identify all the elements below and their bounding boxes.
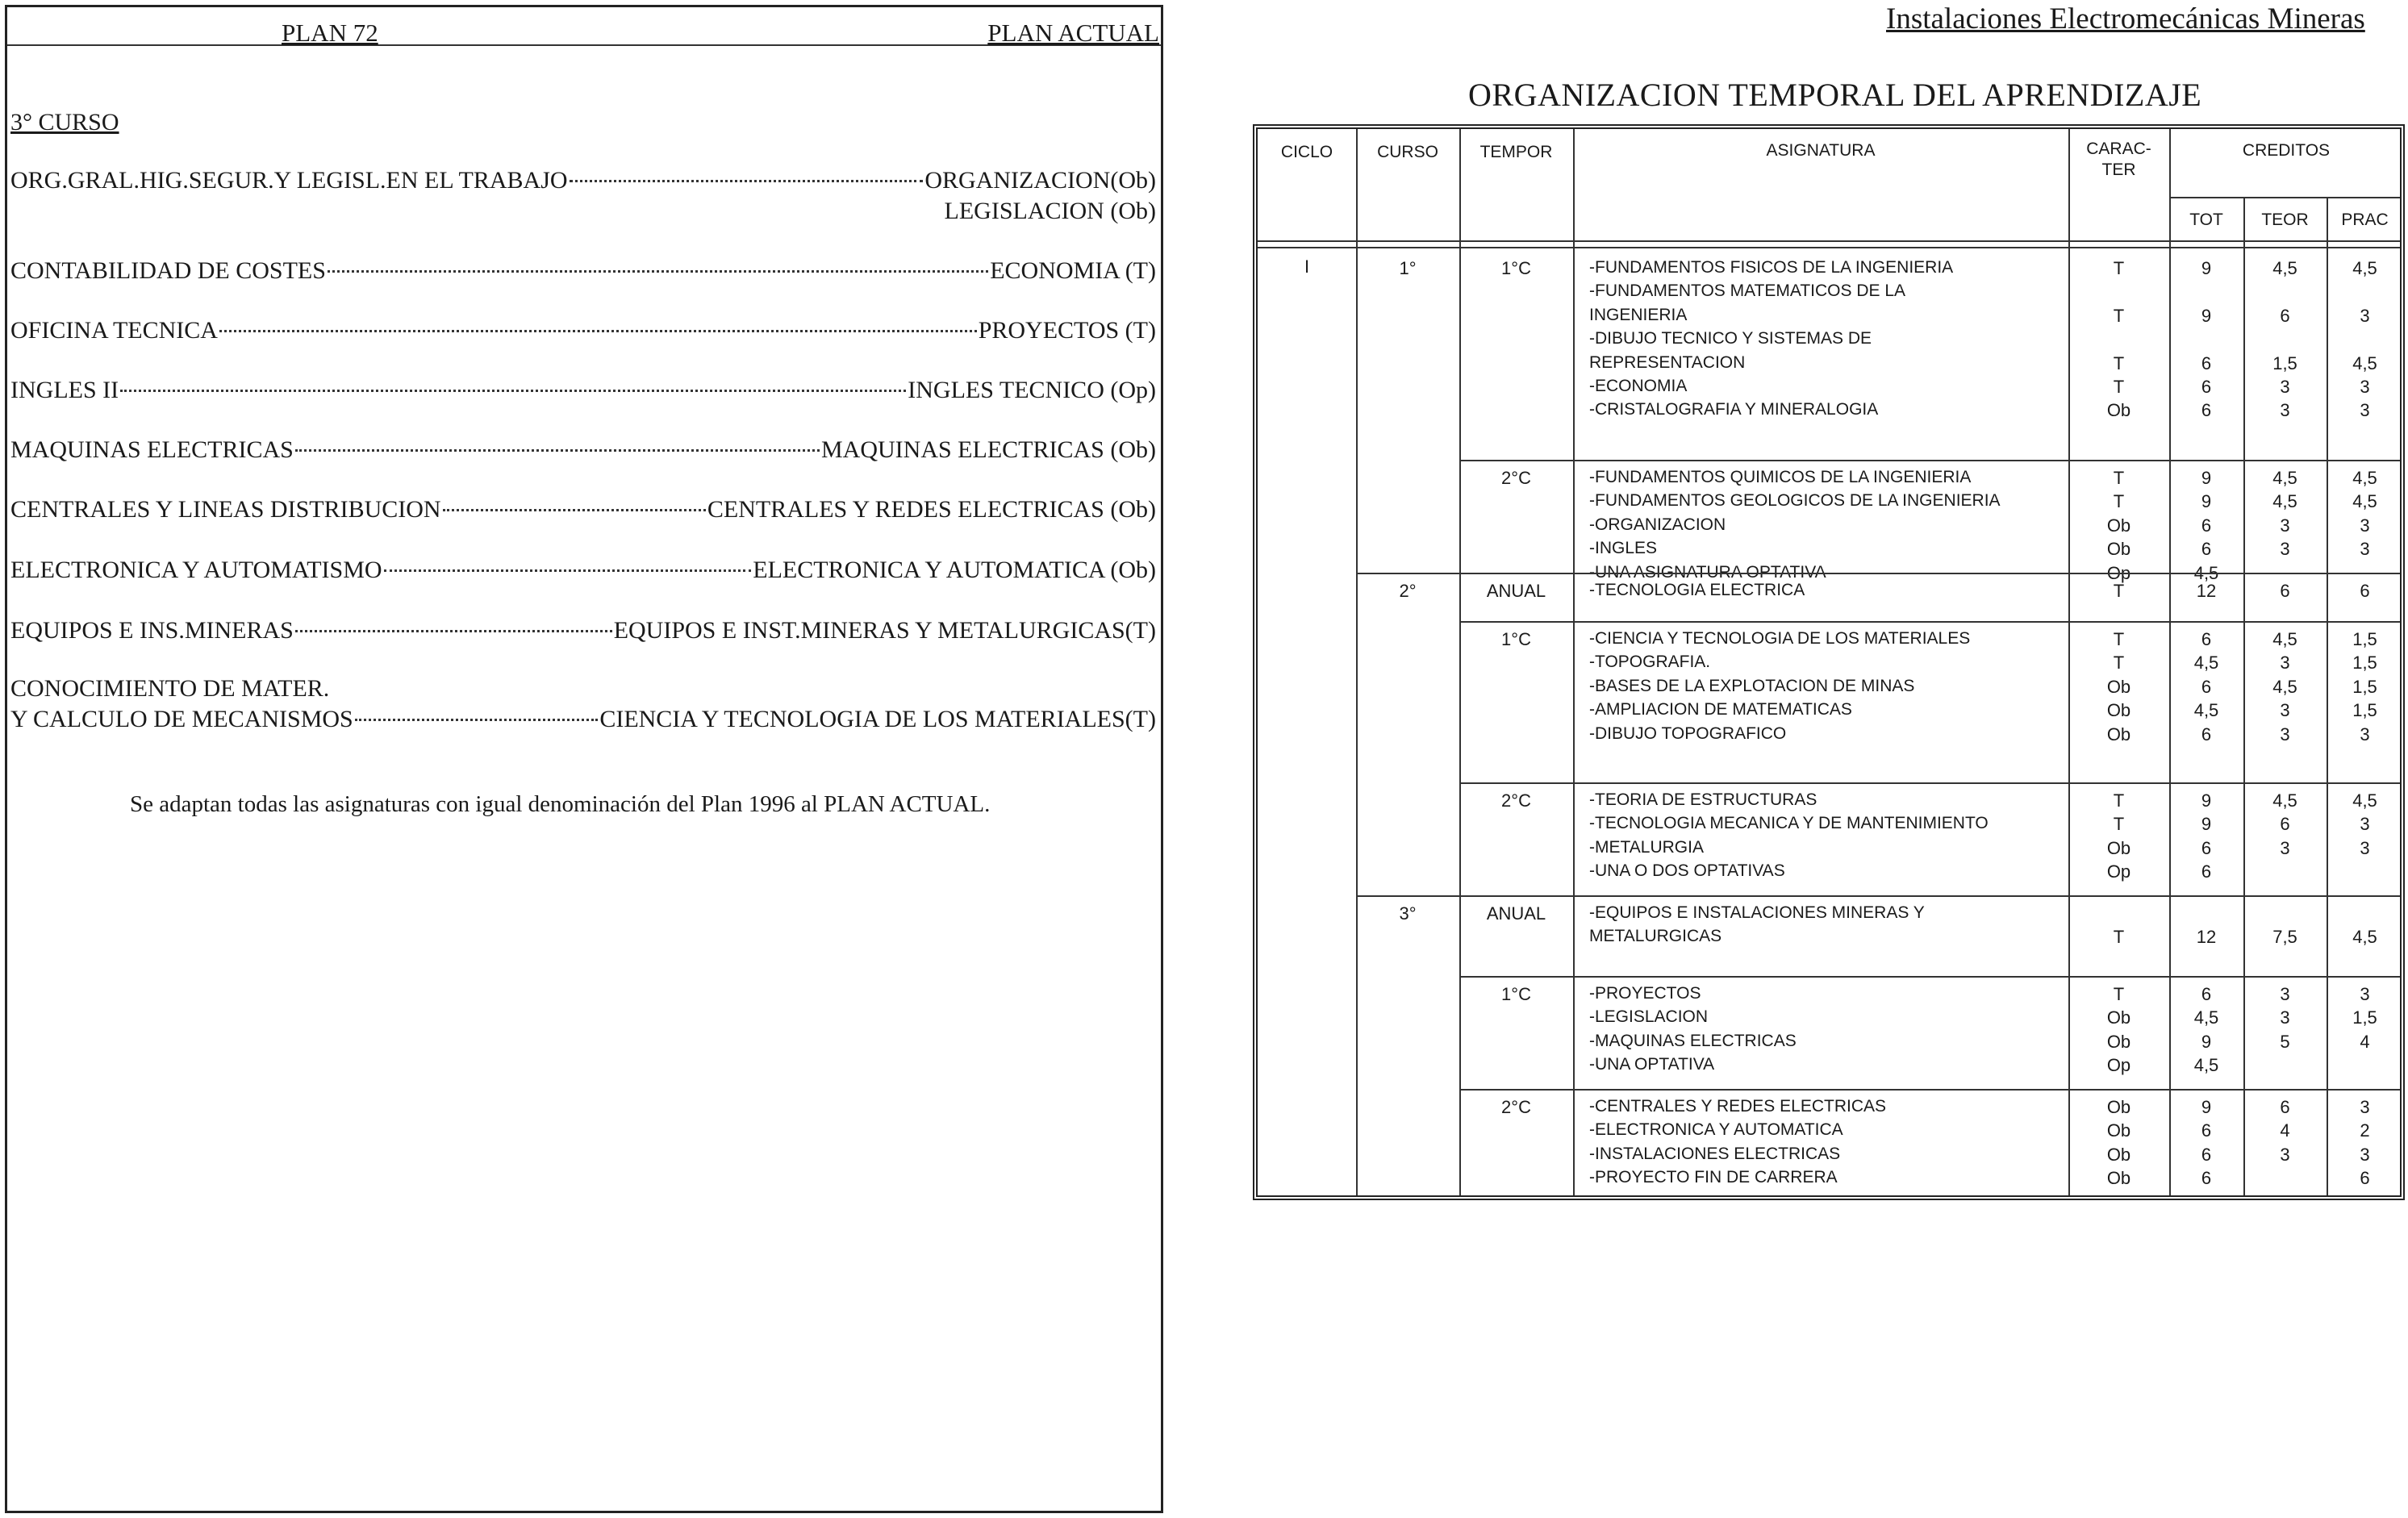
caracter-value: Ob xyxy=(2106,539,2131,560)
caracter-value: Ob xyxy=(2106,1007,2131,1028)
credits-teor: 3 xyxy=(2280,515,2290,536)
caracter-value: Ob xyxy=(2106,700,2131,721)
header-divider xyxy=(1258,247,2400,248)
subject-name: -CIENCIA Y TECNOLOGIA DE LOS MATERIALES xyxy=(1589,629,1971,648)
credits-teor: 3 xyxy=(2280,1144,2290,1165)
credits-prac: 6 xyxy=(2360,1168,2370,1189)
credits-prac: 4,5 xyxy=(2352,258,2377,278)
credits-prac: 3 xyxy=(2360,305,2370,326)
subject-name: -UNA O DOS OPTATIVAS xyxy=(1589,861,1785,881)
credits-teor: 4,5 xyxy=(2272,258,2297,278)
leader-dots xyxy=(328,270,988,273)
tempor-value: ANUAL xyxy=(1486,903,1546,924)
old-subject: Y CALCULO DE MECANISMOS xyxy=(10,706,353,732)
subject-name: -FUNDAMENTOS GEOLOGICOS DE LA INGENIERIA xyxy=(1589,491,2001,511)
tempor-value: 1°C xyxy=(1501,258,1531,278)
credits-prac: 1,5 xyxy=(2352,1007,2377,1028)
leader-dots xyxy=(295,630,612,632)
credits-teor: 3 xyxy=(2280,837,2290,858)
col-caracter: CARAC- TER xyxy=(2086,140,2151,179)
credits-prac: 3 xyxy=(2360,400,2370,421)
credits-prac: 3 xyxy=(2360,515,2370,536)
credits-prac: 1,5 xyxy=(2352,653,2377,674)
new-subject: ECONOMIA (T) xyxy=(990,257,1156,284)
subject-name: -FUNDAMENTOS QUIMICOS DE LA INGENIERIA xyxy=(1589,468,1972,486)
col-tot: TOT xyxy=(2189,211,2223,229)
subject-name: -INSTALACIONES ELECTRICAS xyxy=(1589,1144,1841,1163)
course-heading: 3° CURSO xyxy=(10,109,119,136)
caracter-value: Ob xyxy=(2106,515,2131,536)
plan-new-heading: PLAN ACTUAL xyxy=(987,19,1159,47)
subject-name: -METALURGIA xyxy=(1589,837,1704,857)
credits-tot: 12 xyxy=(2196,927,2217,948)
credits-teor: 3 xyxy=(2280,984,2290,1004)
credits-tot: 4,5 xyxy=(2193,562,2219,583)
credits-teor: 5 xyxy=(2280,1031,2290,1052)
old-subject: INGLES II xyxy=(10,377,119,403)
group-divider xyxy=(1356,895,2400,897)
credits-prac: 3 xyxy=(2360,724,2370,744)
credits-tot: 6 xyxy=(2201,1168,2212,1189)
credits-prac: 2 xyxy=(2360,1120,2370,1141)
credits-teor: 4 xyxy=(2280,1120,2290,1141)
caracter-value: Op xyxy=(2106,562,2131,583)
tempor-value: 1°C xyxy=(1501,984,1531,1004)
credits-tot: 6 xyxy=(2201,861,2212,882)
subject-name: -TOPOGRAFIA. xyxy=(1589,653,1711,672)
credits-tot: 4,5 xyxy=(2193,653,2219,674)
caracter-value: T xyxy=(2113,305,2125,326)
credits-prac: 6 xyxy=(2360,581,2370,601)
caracter-value: Ob xyxy=(2106,837,2131,858)
tempor-value: 2°C xyxy=(1501,468,1531,488)
adaptation-note: Se adaptan todas las asignaturas con igual denominación del Plan 1996 al PLAN ACTUAL. xyxy=(130,791,991,817)
credits-teor: 4,5 xyxy=(2272,468,2297,488)
new-subject: ELECTRONICA Y AUTOMATICA (Ob) xyxy=(753,557,1156,583)
subject-name: -MAQUINAS ELECTRICAS xyxy=(1589,1031,1797,1050)
plan-old-heading: PLAN 72 xyxy=(282,19,378,47)
credits-prac: 3 xyxy=(2360,539,2370,560)
credits-prac: 3 xyxy=(2360,1144,2370,1165)
subject-name: -UNA OPTATIVA xyxy=(1589,1055,1715,1074)
group-divider xyxy=(1459,621,2400,623)
degree-header: Instalaciones Electromecánicas Mineras xyxy=(1886,2,2365,35)
group-divider xyxy=(1459,782,2400,784)
caracter-value: T xyxy=(2113,653,2125,674)
old-subject-line1: CONOCIMIENTO DE MATER. xyxy=(10,675,330,702)
subject-name: -TECNOLOGIA ELECTRICA xyxy=(1589,581,1805,599)
subject-name: -CRISTALOGRAFIA Y MINERALOGIA xyxy=(1589,400,1879,419)
credits-tot: 9 xyxy=(2201,790,2212,811)
subject-name: -FUNDAMENTOS MATEMATICOS DE LA xyxy=(1589,281,1906,301)
equivalence-page xyxy=(5,5,1163,1513)
new-subject-secondary: LEGISLACION (Ob) xyxy=(944,198,1156,224)
caracter-value: Ob xyxy=(2106,676,2131,697)
subject-name: -FUNDAMENTOS FISICOS DE LA INGENIERIA xyxy=(1589,258,1954,277)
credits-prac: 1,5 xyxy=(2352,676,2377,697)
curso-value: 1° xyxy=(1399,258,1417,278)
equivalence-row xyxy=(10,615,1156,646)
new-subject: INGLES TECNICO (Op) xyxy=(908,377,1156,403)
tempor-value: 2°C xyxy=(1501,1097,1531,1117)
group-divider xyxy=(1459,460,2400,461)
subject-name: -ELECTRONICA Y AUTOMATICA xyxy=(1589,1120,1843,1140)
subject-name: -PROYECTOS xyxy=(1589,984,1701,1003)
credits-tot: 6 xyxy=(2201,629,2212,649)
credits-tot: 6 xyxy=(2201,984,2212,1004)
credits-tot: 6 xyxy=(2201,352,2212,373)
credits-tot: 6 xyxy=(2201,1144,2212,1165)
leader-dots xyxy=(355,719,599,721)
col-teor: TEOR xyxy=(2261,211,2309,229)
leader-dots xyxy=(384,569,752,572)
subject-name: -CENTRALES Y REDES ELECTRICAS xyxy=(1589,1097,1886,1116)
old-subject: MAQUINAS ELECTRICAS xyxy=(10,436,294,463)
credits-teor: 3 xyxy=(2280,724,2290,744)
ciclo-value: I xyxy=(1304,256,1310,277)
credits-prac: 4,5 xyxy=(2352,927,2377,948)
credits-prac: 4,5 xyxy=(2352,491,2377,512)
subject-name: -LEGISLACION xyxy=(1589,1007,1709,1027)
credits-tot: 6 xyxy=(2201,837,2212,858)
credits-prac: 4 xyxy=(2360,1031,2370,1052)
leader-dots xyxy=(295,449,820,452)
credits-teor: 6 xyxy=(2280,814,2290,835)
old-subject: CONTABILIDAD DE COSTES xyxy=(10,257,326,284)
header-divider xyxy=(2169,197,2400,198)
equivalence-row xyxy=(10,315,1156,346)
caracter-value: T xyxy=(2113,468,2125,488)
caracter-value: T xyxy=(2113,629,2125,649)
equivalence-row xyxy=(10,435,1156,465)
equivalence-row xyxy=(10,256,1156,286)
credits-tot: 9 xyxy=(2201,468,2212,488)
credits-prac: 1,5 xyxy=(2352,700,2377,721)
col-prac: PRAC xyxy=(2341,211,2389,229)
subject-name: -TECNOLOGIA MECANICA Y DE MANTENIMIENTO xyxy=(1589,814,1989,833)
subject-name: INGENIERIA xyxy=(1589,305,1688,324)
leader-dots xyxy=(443,509,706,511)
credits-tot: 9 xyxy=(2201,1031,2212,1052)
credits-tot: 6 xyxy=(2201,515,2212,536)
caracter-value: T xyxy=(2113,984,2125,1004)
credits-teor: 3 xyxy=(2280,400,2290,421)
credits-teor: 4,5 xyxy=(2272,790,2297,811)
credits-teor: 4,5 xyxy=(2272,629,2297,649)
subject-name: -EQUIPOS E INSTALACIONES MINERAS Y xyxy=(1589,903,1925,922)
subject-name: -UNA ASIGNATURA OPTATIVA xyxy=(1589,562,1826,582)
col-creditos: CREDITOS xyxy=(2242,141,2331,160)
credits-tot: 9 xyxy=(2201,258,2212,278)
caracter-value: Ob xyxy=(2106,1168,2131,1189)
credits-prac: 4,5 xyxy=(2352,468,2377,488)
credits-tot: 12 xyxy=(2196,581,2217,601)
old-subject: OFICINA TECNICA xyxy=(10,317,218,344)
credits-tot: 6 xyxy=(2201,724,2212,744)
leader-dots xyxy=(570,180,924,182)
subject-name: -ECONOMIA xyxy=(1589,377,1688,395)
curso-value: 3° xyxy=(1399,903,1417,924)
caracter-value: Ob xyxy=(2106,1097,2131,1117)
credits-tot: 4,5 xyxy=(2193,1007,2219,1028)
credits-teor: 6 xyxy=(2280,581,2290,601)
subject-name: -BASES DE LA EXPLOTACION DE MINAS xyxy=(1589,676,1915,695)
subject-name: -INGLES xyxy=(1589,539,1658,558)
credits-teor: 3 xyxy=(2280,539,2290,560)
col-tempor: TEMPOR xyxy=(1479,143,1553,161)
caracter-value: T xyxy=(2113,352,2125,373)
leader-dots xyxy=(120,390,906,392)
credits-tot: 6 xyxy=(2201,676,2212,697)
new-subject: CENTRALES Y REDES ELECTRICAS (Ob) xyxy=(707,496,1156,523)
credits-prac: 1,5 xyxy=(2352,629,2377,649)
credits-teor: 6 xyxy=(2280,305,2290,326)
credits-tot: 6 xyxy=(2201,1120,2212,1141)
caracter-value: T xyxy=(2113,814,2125,835)
tempor-value: ANUAL xyxy=(1486,581,1546,601)
col-asignatura: ASIGNATURA xyxy=(1766,141,1876,160)
old-subject: CENTRALES Y LINEAS DISTRIBUCION xyxy=(10,496,441,523)
new-subject: EQUIPOS E INST.MINERAS Y METALURGICAS(T) xyxy=(613,617,1156,644)
credits-teor: 4,5 xyxy=(2272,491,2297,512)
credits-prac: 3 xyxy=(2360,814,2370,835)
subject-name: -DIBUJO TOPOGRAFICO xyxy=(1589,724,1787,743)
subject-name: REPRESENTACION xyxy=(1589,352,1746,372)
curso-value: 2° xyxy=(1399,581,1417,601)
subject-name: -PROYECTO FIN DE CARRERA xyxy=(1589,1168,1838,1187)
group-divider xyxy=(1356,573,2400,574)
subject-name: METALURGICAS xyxy=(1589,927,1722,946)
credits-teor: 3 xyxy=(2280,377,2290,397)
credits-teor: 3 xyxy=(2280,1007,2290,1028)
caracter-value: T xyxy=(2113,258,2125,278)
old-subject: ORG.GRAL.HIG.SEGUR.Y LEGISL.EN EL TRABAJO xyxy=(10,167,568,194)
caracter-value: T xyxy=(2113,790,2125,811)
caracter-value: Ob xyxy=(2106,1031,2131,1052)
new-subject: MAQUINAS ELECTRICAS (Ob) xyxy=(821,436,1156,463)
equivalence-row xyxy=(10,375,1156,406)
caracter-value: T xyxy=(2113,377,2125,397)
credits-teor: 3 xyxy=(2280,653,2290,674)
caracter-value: T xyxy=(2113,581,2125,601)
equivalence-row xyxy=(10,494,1156,525)
caracter-value: T xyxy=(2113,927,2125,948)
group-divider xyxy=(1459,976,2400,978)
credits-tot: 9 xyxy=(2201,814,2212,835)
column-divider xyxy=(1356,129,1358,1195)
credits-tot: 6 xyxy=(2201,539,2212,560)
credits-tot: 4,5 xyxy=(2193,1055,2219,1076)
new-subject: CIENCIA Y TECNOLOGIA DE LOS MATERIALES(T) xyxy=(599,706,1156,732)
credits-teor: 6 xyxy=(2280,1097,2290,1117)
credits-prac: 4,5 xyxy=(2352,352,2377,373)
credits-tot: 9 xyxy=(2201,1097,2212,1117)
credits-teor: 7,5 xyxy=(2272,927,2297,948)
schedule-table xyxy=(1253,124,2405,1200)
col-ciclo: CICLO xyxy=(1280,143,1333,161)
equivalence-row xyxy=(10,704,1156,735)
caracter-value: T xyxy=(2113,491,2125,512)
leader-dots xyxy=(219,330,977,332)
caracter-value: Op xyxy=(2106,1055,2131,1076)
tempor-value: 2°C xyxy=(1501,790,1531,811)
subject-name: -DIBUJO TECNICO Y SISTEMAS DE xyxy=(1589,329,1872,348)
caracter-value: Ob xyxy=(2106,1144,2131,1165)
credits-tot: 9 xyxy=(2201,491,2212,512)
table-title: ORGANIZACION TEMPORAL DEL APRENDIZAJE xyxy=(1468,77,2202,113)
subject-name: -ORGANIZACION xyxy=(1589,515,1726,534)
old-subject: ELECTRONICA Y AUTOMATISMO xyxy=(10,557,382,583)
credits-tot: 9 xyxy=(2201,305,2212,326)
caracter-value: Op xyxy=(2106,861,2131,882)
header-divider xyxy=(1258,240,2400,242)
credits-prac: 4,5 xyxy=(2352,790,2377,811)
credits-teor: 3 xyxy=(2280,700,2290,721)
credits-prac: 3 xyxy=(2360,984,2370,1004)
credits-prac: 3 xyxy=(2360,1097,2370,1117)
col-curso: CURSO xyxy=(1377,143,1438,161)
credits-prac: 3 xyxy=(2360,837,2370,858)
credits-tot: 4,5 xyxy=(2193,700,2219,721)
subject-name: -TEORIA DE ESTRUCTURAS xyxy=(1589,790,1817,809)
column-divider xyxy=(1573,129,1575,1195)
credits-tot: 6 xyxy=(2201,400,2212,421)
equivalence-row xyxy=(10,165,1156,196)
caracter-value: Ob xyxy=(2106,724,2131,744)
credits-teor: 4,5 xyxy=(2272,676,2297,697)
credits-tot: 6 xyxy=(2201,377,2212,397)
caracter-value: Ob xyxy=(2106,1120,2131,1141)
new-subject: ORGANIZACION(Ob) xyxy=(924,167,1156,194)
old-subject: EQUIPOS E INS.MINERAS xyxy=(10,617,294,644)
credits-prac: 3 xyxy=(2360,377,2370,397)
column-divider xyxy=(1459,129,1461,1195)
new-subject: PROYECTOS (T) xyxy=(978,317,1156,344)
caracter-value: Ob xyxy=(2106,400,2131,421)
group-divider xyxy=(1459,1089,2400,1091)
equivalence-row xyxy=(10,555,1156,586)
tempor-value: 1°C xyxy=(1501,629,1531,649)
plan-header xyxy=(7,15,1161,46)
credits-teor: 1,5 xyxy=(2272,352,2297,373)
subject-name: -AMPLIACION DE MATEMATICAS xyxy=(1589,700,1852,719)
